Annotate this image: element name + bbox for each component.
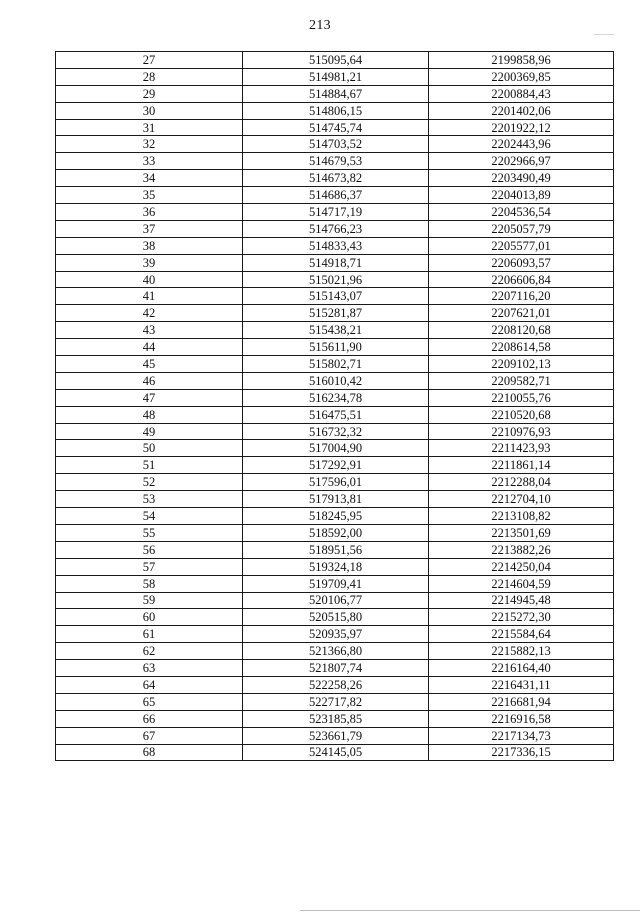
y-coordinate-cell: 2202443,96 xyxy=(429,136,614,153)
x-coordinate-cell: 514703,52 xyxy=(243,136,429,153)
x-coordinate-cell: 521807,74 xyxy=(243,660,429,677)
table-row xyxy=(56,744,614,761)
table-row xyxy=(56,254,614,271)
point-number-cell: 43 xyxy=(56,322,243,339)
table-row xyxy=(56,710,614,727)
table-row xyxy=(56,322,614,339)
y-coordinate-cell: 2214604,59 xyxy=(429,575,614,592)
y-coordinate-cell: 2209582,71 xyxy=(429,372,614,389)
x-coordinate-cell: 517913,81 xyxy=(243,491,429,508)
x-coordinate-cell: 520935,97 xyxy=(243,626,429,643)
table-row xyxy=(56,288,614,305)
table-row xyxy=(56,85,614,102)
point-number-cell: 28 xyxy=(56,68,243,85)
point-number-cell: 48 xyxy=(56,406,243,423)
x-coordinate-cell: 520515,80 xyxy=(243,609,429,626)
x-coordinate-cell: 517004,90 xyxy=(243,440,429,457)
table-row xyxy=(56,187,614,204)
coordinates-table-container xyxy=(55,51,613,761)
x-coordinate-cell: 519709,41 xyxy=(243,575,429,592)
x-coordinate-cell: 514673,82 xyxy=(243,170,429,187)
point-number-cell: 41 xyxy=(56,288,243,305)
y-coordinate-cell: 2203490,49 xyxy=(429,170,614,187)
y-coordinate-cell: 2201402,06 xyxy=(429,102,614,119)
x-coordinate-cell: 518245,95 xyxy=(243,508,429,525)
table-row xyxy=(56,220,614,237)
x-coordinate-cell: 514679,53 xyxy=(243,153,429,170)
y-coordinate-cell: 2207621,01 xyxy=(429,305,614,322)
scan-artifact-line xyxy=(594,34,614,35)
point-number-cell: 39 xyxy=(56,254,243,271)
x-coordinate-cell: 515438,21 xyxy=(243,322,429,339)
x-coordinate-cell: 523661,79 xyxy=(243,727,429,744)
x-coordinate-cell: 519324,18 xyxy=(243,558,429,575)
point-number-cell: 63 xyxy=(56,660,243,677)
point-number-cell: 35 xyxy=(56,187,243,204)
table-row xyxy=(56,372,614,389)
x-coordinate-cell: 514806,15 xyxy=(243,102,429,119)
y-coordinate-cell: 2200369,85 xyxy=(429,68,614,85)
y-coordinate-cell: 2211423,93 xyxy=(429,440,614,457)
table-row xyxy=(56,204,614,221)
table-row xyxy=(56,626,614,643)
x-coordinate-cell: 516732,32 xyxy=(243,423,429,440)
x-coordinate-cell: 515281,87 xyxy=(243,305,429,322)
table-row xyxy=(56,271,614,288)
y-coordinate-cell: 2201922,12 xyxy=(429,119,614,136)
y-coordinate-cell: 2213882,26 xyxy=(429,541,614,558)
point-number-cell: 46 xyxy=(56,372,243,389)
x-coordinate-cell: 514745,74 xyxy=(243,119,429,136)
y-coordinate-cell: 2208614,58 xyxy=(429,339,614,356)
point-number-cell: 45 xyxy=(56,356,243,373)
table-row xyxy=(56,305,614,322)
x-coordinate-cell: 514717,19 xyxy=(243,204,429,221)
y-coordinate-cell: 2205057,79 xyxy=(429,220,614,237)
table-row xyxy=(56,52,614,69)
point-number-cell: 67 xyxy=(56,727,243,744)
x-coordinate-cell: 517596,01 xyxy=(243,474,429,491)
x-coordinate-cell: 516010,42 xyxy=(243,372,429,389)
table-row xyxy=(56,491,614,508)
point-number-cell: 54 xyxy=(56,508,243,525)
table-row xyxy=(56,693,614,710)
table-row xyxy=(56,558,614,575)
table-row xyxy=(56,406,614,423)
point-number-cell: 34 xyxy=(56,170,243,187)
x-coordinate-cell: 515802,71 xyxy=(243,356,429,373)
x-coordinate-cell: 514766,23 xyxy=(243,220,429,237)
table-row xyxy=(56,423,614,440)
y-coordinate-cell: 2216431,11 xyxy=(429,676,614,693)
x-coordinate-cell: 520106,77 xyxy=(243,592,429,609)
table-row xyxy=(56,575,614,592)
table-row xyxy=(56,541,614,558)
y-coordinate-cell: 2212288,04 xyxy=(429,474,614,491)
y-coordinate-cell: 2216164,40 xyxy=(429,660,614,677)
point-number-cell: 47 xyxy=(56,389,243,406)
point-number-cell: 32 xyxy=(56,136,243,153)
y-coordinate-cell: 2205577,01 xyxy=(429,237,614,254)
point-number-cell: 27 xyxy=(56,52,243,69)
point-number-cell: 59 xyxy=(56,592,243,609)
point-number-cell: 65 xyxy=(56,693,243,710)
y-coordinate-cell: 2206093,57 xyxy=(429,254,614,271)
y-coordinate-cell: 2213108,82 xyxy=(429,508,614,525)
y-coordinate-cell: 2217134,73 xyxy=(429,727,614,744)
x-coordinate-cell: 518951,56 xyxy=(243,541,429,558)
point-number-cell: 38 xyxy=(56,237,243,254)
table-row xyxy=(56,609,614,626)
coordinates-table-body xyxy=(56,52,614,761)
y-coordinate-cell: 2210520,68 xyxy=(429,406,614,423)
point-number-cell: 51 xyxy=(56,457,243,474)
point-number-cell: 37 xyxy=(56,220,243,237)
point-number-cell: 29 xyxy=(56,85,243,102)
table-row xyxy=(56,676,614,693)
point-number-cell: 42 xyxy=(56,305,243,322)
y-coordinate-cell: 2212704,10 xyxy=(429,491,614,508)
y-coordinate-cell: 2215882,13 xyxy=(429,643,614,660)
table-row xyxy=(56,339,614,356)
point-number-cell: 55 xyxy=(56,524,243,541)
y-coordinate-cell: 2213501,69 xyxy=(429,524,614,541)
point-number-cell: 57 xyxy=(56,558,243,575)
point-number-cell: 61 xyxy=(56,626,243,643)
x-coordinate-cell: 515095,64 xyxy=(243,52,429,69)
y-coordinate-cell: 2214250,04 xyxy=(429,558,614,575)
x-coordinate-cell: 516234,78 xyxy=(243,389,429,406)
point-number-cell: 36 xyxy=(56,204,243,221)
y-coordinate-cell: 2216681,94 xyxy=(429,693,614,710)
point-number-cell: 53 xyxy=(56,491,243,508)
table-row xyxy=(56,170,614,187)
y-coordinate-cell: 2204536,54 xyxy=(429,204,614,221)
point-number-cell: 68 xyxy=(56,744,243,761)
point-number-cell: 56 xyxy=(56,541,243,558)
y-coordinate-cell: 2215272,30 xyxy=(429,609,614,626)
y-coordinate-cell: 2208120,68 xyxy=(429,322,614,339)
table-row xyxy=(56,440,614,457)
point-number-cell: 30 xyxy=(56,102,243,119)
scan-bottom-edge xyxy=(300,910,640,911)
x-coordinate-cell: 514884,67 xyxy=(243,85,429,102)
table-row xyxy=(56,68,614,85)
table-row xyxy=(56,457,614,474)
point-number-cell: 33 xyxy=(56,153,243,170)
x-coordinate-cell: 523185,85 xyxy=(243,710,429,727)
y-coordinate-cell: 2202966,97 xyxy=(429,153,614,170)
point-number-cell: 31 xyxy=(56,119,243,136)
x-coordinate-cell: 514918,71 xyxy=(243,254,429,271)
x-coordinate-cell: 522717,82 xyxy=(243,693,429,710)
point-number-cell: 40 xyxy=(56,271,243,288)
y-coordinate-cell: 2210055,76 xyxy=(429,389,614,406)
y-coordinate-cell: 2206606,84 xyxy=(429,271,614,288)
y-coordinate-cell: 2204013,89 xyxy=(429,187,614,204)
point-number-cell: 62 xyxy=(56,643,243,660)
x-coordinate-cell: 516475,51 xyxy=(243,406,429,423)
table-row xyxy=(56,643,614,660)
table-row xyxy=(56,356,614,373)
table-row xyxy=(56,508,614,525)
coordinates-table xyxy=(55,51,614,761)
x-coordinate-cell: 514833,43 xyxy=(243,237,429,254)
table-row xyxy=(56,592,614,609)
point-number-cell: 50 xyxy=(56,440,243,457)
y-coordinate-cell: 2199858,96 xyxy=(429,52,614,69)
y-coordinate-cell: 2217336,15 xyxy=(429,744,614,761)
point-number-cell: 60 xyxy=(56,609,243,626)
x-coordinate-cell: 514686,37 xyxy=(243,187,429,204)
table-row xyxy=(56,660,614,677)
y-coordinate-cell: 2215584,64 xyxy=(429,626,614,643)
y-coordinate-cell: 2207116,20 xyxy=(429,288,614,305)
y-coordinate-cell: 2214945,48 xyxy=(429,592,614,609)
x-coordinate-cell: 515611,90 xyxy=(243,339,429,356)
point-number-cell: 58 xyxy=(56,575,243,592)
table-row xyxy=(56,153,614,170)
table-row xyxy=(56,474,614,491)
y-coordinate-cell: 2210976,93 xyxy=(429,423,614,440)
point-number-cell: 44 xyxy=(56,339,243,356)
point-number-cell: 52 xyxy=(56,474,243,491)
point-number-cell: 49 xyxy=(56,423,243,440)
table-row xyxy=(56,119,614,136)
table-row xyxy=(56,727,614,744)
x-coordinate-cell: 518592,00 xyxy=(243,524,429,541)
y-coordinate-cell: 2211861,14 xyxy=(429,457,614,474)
point-number-cell: 64 xyxy=(56,676,243,693)
y-coordinate-cell: 2200884,43 xyxy=(429,85,614,102)
table-row xyxy=(56,389,614,406)
y-coordinate-cell: 2216916,58 xyxy=(429,710,614,727)
x-coordinate-cell: 515143,07 xyxy=(243,288,429,305)
x-coordinate-cell: 517292,91 xyxy=(243,457,429,474)
page-number: 213 xyxy=(309,18,331,33)
table-row xyxy=(56,102,614,119)
table-row xyxy=(56,136,614,153)
x-coordinate-cell: 514981,21 xyxy=(243,68,429,85)
table-row xyxy=(56,237,614,254)
point-number-cell: 66 xyxy=(56,710,243,727)
x-coordinate-cell: 521366,80 xyxy=(243,643,429,660)
x-coordinate-cell: 524145,05 xyxy=(243,744,429,761)
x-coordinate-cell: 515021,96 xyxy=(243,271,429,288)
y-coordinate-cell: 2209102,13 xyxy=(429,356,614,373)
x-coordinate-cell: 522258,26 xyxy=(243,676,429,693)
table-row xyxy=(56,524,614,541)
